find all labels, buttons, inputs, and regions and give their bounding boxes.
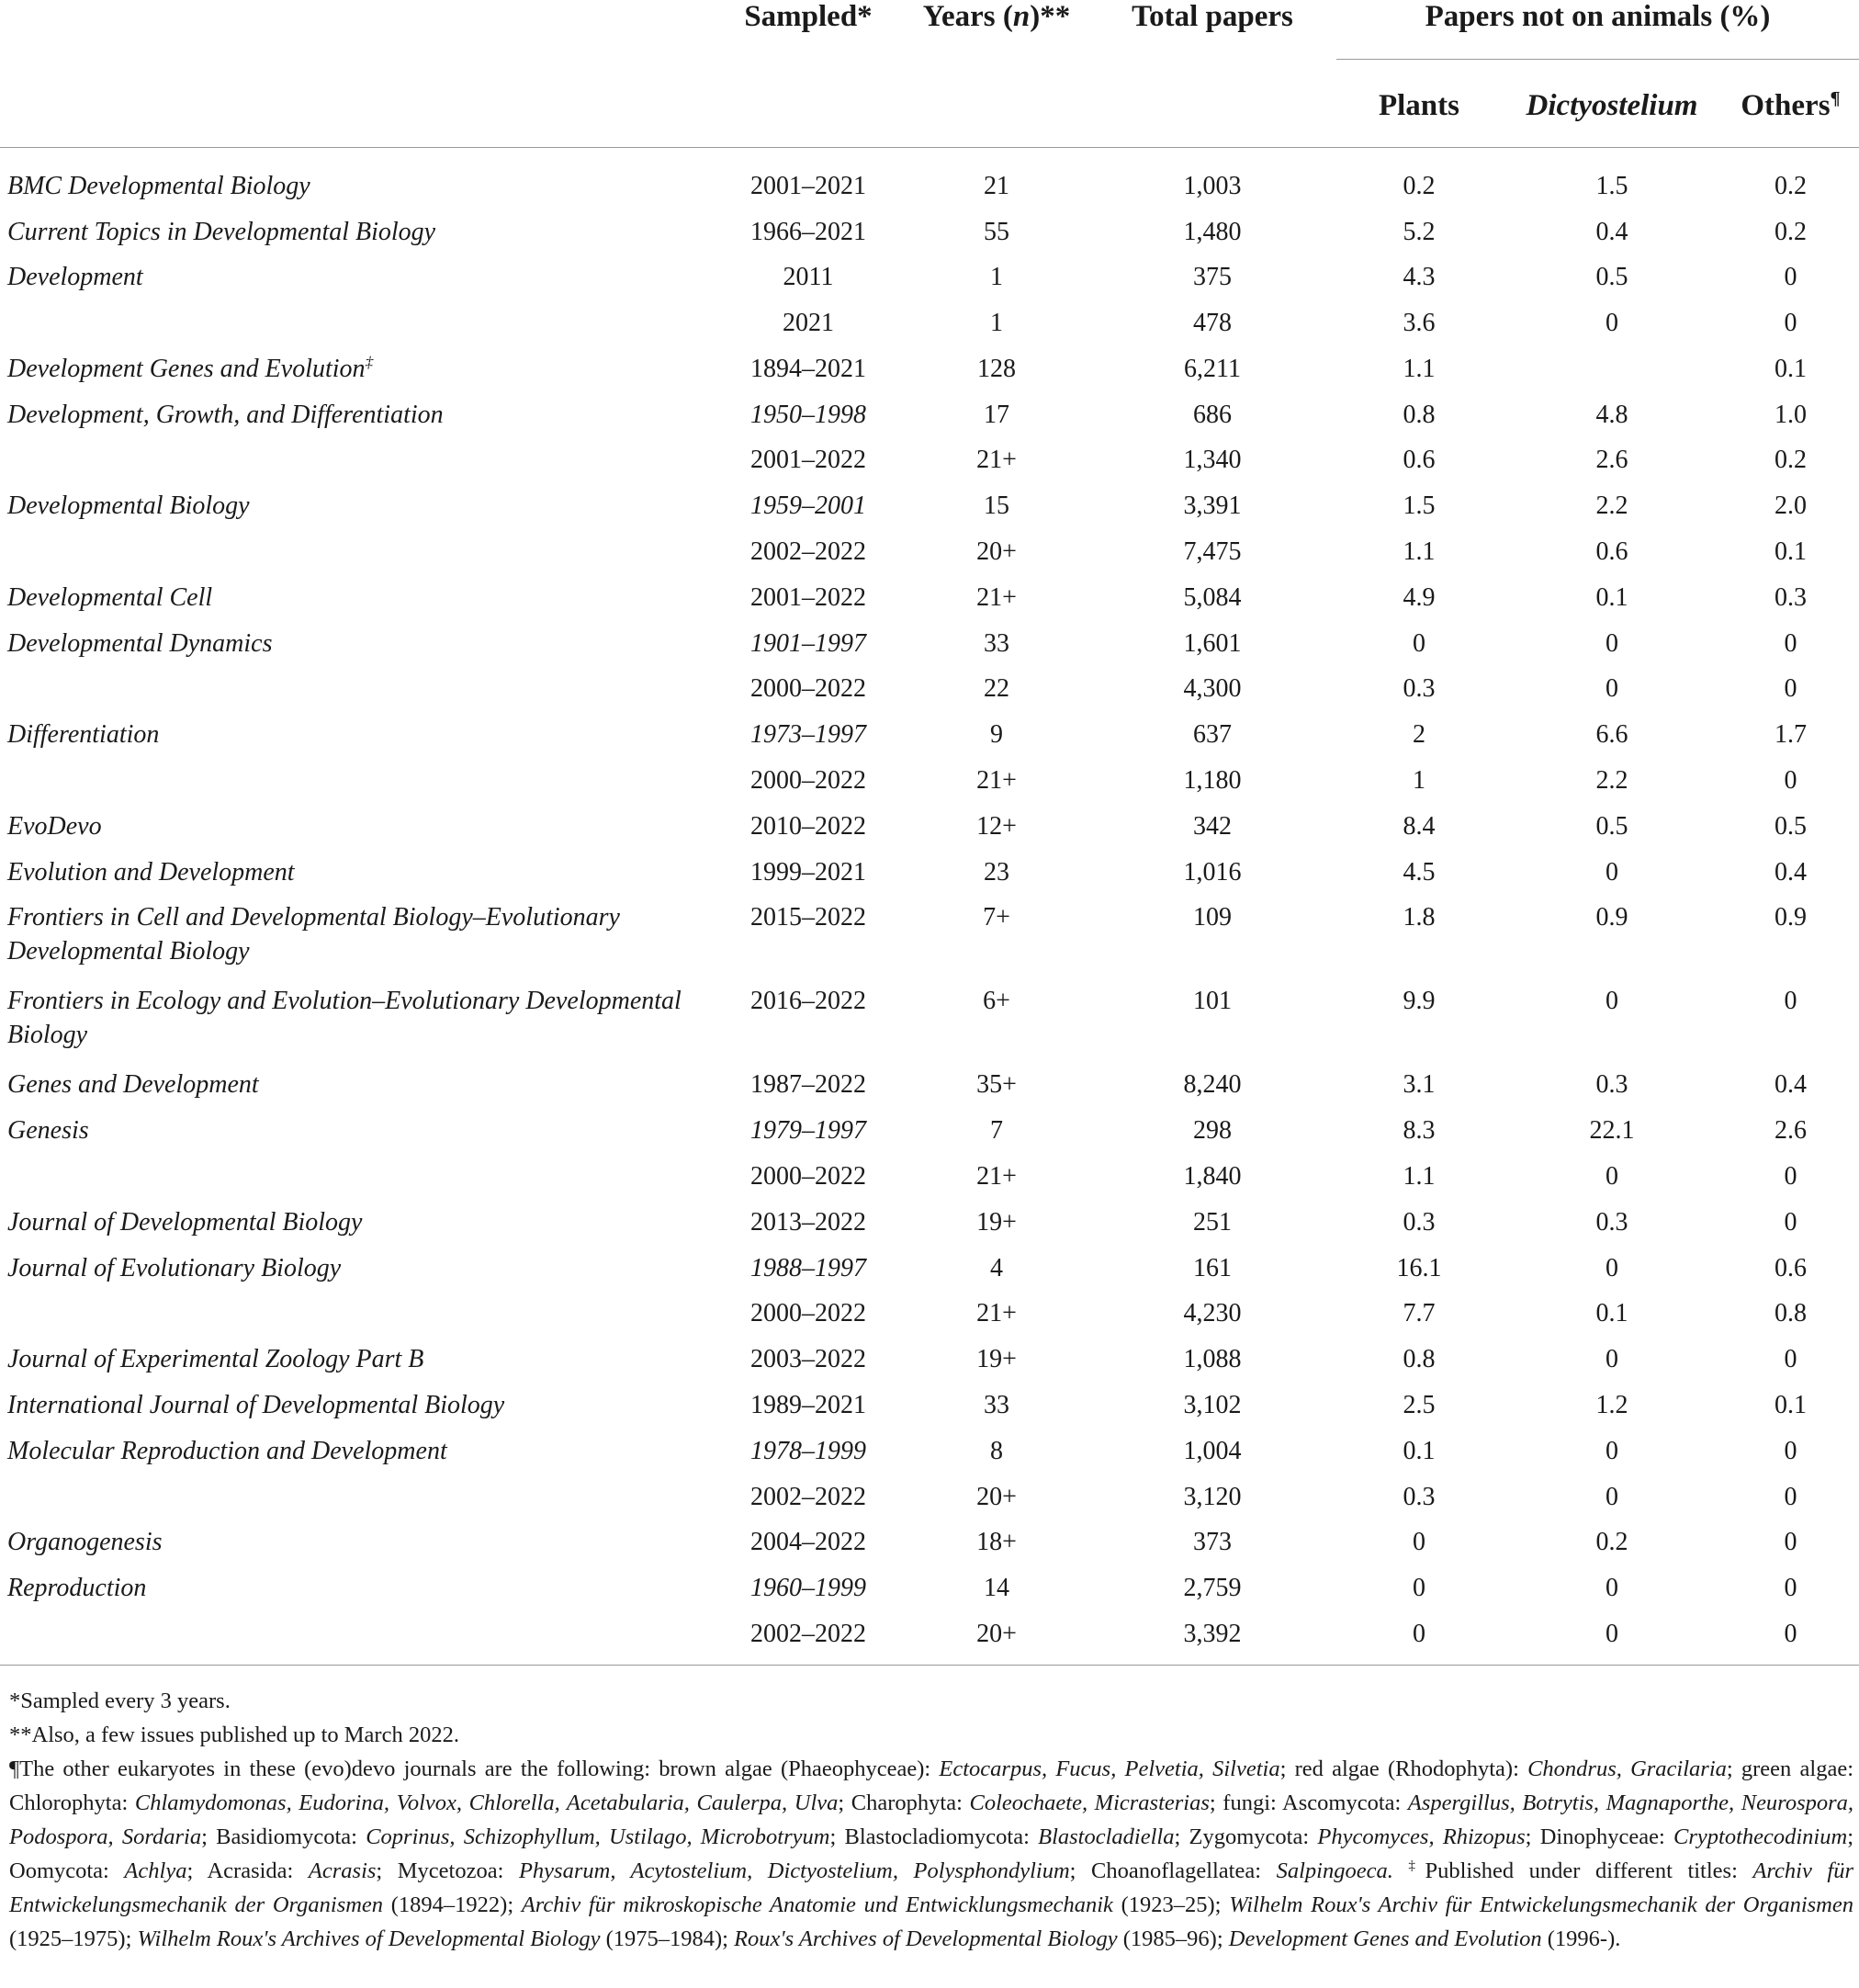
sampled-period: 2000–2022 (750, 1162, 866, 1192)
years-count: 9 (990, 720, 1003, 750)
table-row (0, 708, 1859, 754)
years-count: 1 (990, 309, 1003, 338)
table-row (0, 1562, 1859, 1608)
sampled-period: 1988–1997 (750, 1253, 866, 1282)
plants-percent: 1.1 (1403, 537, 1436, 567)
footnote-other-eukaryotes: ¶The other eukaryotes in these (evo)devo journals are the following: brown algae (Phaeophyceae): Ectocarpus, Fucus, Pelvetia, Silvetia; red algae (Rhodophyta): Chondrus, Gracilaria; green algae: Chlorophyta: Chlamydomonas, Eudorina, Volvox, Chlorella, Acetabularia, Caulerpa, Ulva; Charophyta: Coleochaete, Micrasterias; fungi: Ascomycota: Aspergillus, Botrytis, Magnaporthe, Neurospora, Podospora, Sordaria; Basidiomycota: Coprinus, Schizophyllum, Ustilago, Microbotryum; Blastocladiomycota: Blastocladiella; Zygomycota: Phycomyces, Rhizopus; Dinophyceae: Cryptothecodinium; Oomycota: Achlya; Acrasida: Acrasis; Mycetozoa: Physarum, Acytostelium, Dictyostelium, Polysphondylium; Choanoflagellatea: Salpingoeca. ‡Published under different titles: Archiv für Entwickelungsmechanik der Organismen (1894–1922); Archiv für mikroskopische Anatomie und Entwicklungsmechanik (1923–25); Wilhelm Roux's Archiv für Entwickelungsmechanik der Organismen (1925–1975); Wilhelm Roux's Archives of Developmental Biology (1975–1984); Roux's Archives of Developmental Biology (1985–96); Development Genes and Evolution (1996-). (9, 1756, 1854, 1951)
years-count: 4 (990, 1253, 1003, 1282)
years-count: 22 (984, 674, 1009, 704)
table-row (0, 975, 1859, 1058)
sampled-period: 1978–1999 (750, 1436, 866, 1465)
plants-percent: 0 (1413, 1574, 1425, 1603)
others-percent: 0 (1784, 1482, 1797, 1511)
plants-percent: 5.2 (1403, 217, 1436, 246)
table-row (0, 525, 1859, 571)
others-percent: 0 (1784, 1574, 1797, 1603)
others-percent: 0.4 (1774, 857, 1807, 887)
dictyostelium-percent: 0 (1502, 1608, 1722, 1665)
sampled-period: 2000–2022 (750, 766, 866, 796)
sampled-period: 1960–1999 (750, 1574, 866, 1603)
years-count: 19+ (976, 1345, 1017, 1374)
table-row (0, 571, 1859, 617)
years-count: 20+ (976, 537, 1017, 567)
journal-name: Frontiers in Cell and Developmental Biology–Evolutionary Developmental Biology (7, 903, 620, 966)
journal-name: Evolution and Development (7, 857, 295, 887)
plants-percent: 7.7 (1403, 1299, 1436, 1328)
sampled-period: 1973–1997 (750, 720, 866, 750)
sampled-period: 2002–2022 (712, 1608, 905, 1665)
journal-name: Current Topics in Developmental Biology (7, 217, 436, 246)
dictyostelium-percent: 0 (1606, 857, 1618, 887)
dictyostelium-percent: 0 (1606, 1436, 1618, 1465)
years-count: 21+ (976, 766, 1017, 796)
dictyostelium-percent: 0.3 (1595, 1070, 1628, 1100)
dictyostelium-percent: 0 (1606, 1162, 1618, 1192)
plants-percent: 8.3 (1403, 1116, 1436, 1146)
total-papers: 1,003 (1183, 172, 1242, 200)
dictyostelium-percent: 2.6 (1595, 446, 1628, 475)
table-row (0, 1516, 1859, 1562)
journal-name: Molecular Reproduction and Development (7, 1436, 447, 1465)
others-percent: 0 (1784, 674, 1797, 704)
footnote-also: **Also, a few issues published up to March 2022. (9, 1723, 459, 1747)
journal-name: Development Genes and Evolution‡ (7, 353, 374, 383)
years-count: 15 (984, 491, 1009, 521)
sampled-period: 2015–2022 (750, 903, 866, 932)
plants-percent: 0.1 (1403, 1436, 1436, 1465)
journal-name: Frontiers in Ecology and Evolution–Evolutionary Developmental Biology (7, 987, 682, 1049)
sampled-period: 2000–2022 (750, 674, 866, 704)
table-row (0, 1425, 1859, 1471)
journal-name: EvoDevo (7, 811, 102, 841)
total-papers: 1,004 (1183, 1436, 1242, 1465)
years-count: 20+ (976, 1482, 1017, 1511)
dictyostelium-percent: 0 (1606, 628, 1618, 658)
journal-name: BMC Developmental Biology (7, 172, 310, 200)
sampled-period: 1987–2022 (750, 1070, 866, 1100)
years-count: 17 (984, 400, 1009, 429)
years-count: 21 (984, 172, 1009, 200)
total-papers: 1,180 (1183, 766, 1242, 796)
total-papers: 4,230 (1183, 1299, 1242, 1328)
journal-name (0, 525, 712, 571)
dictyostelium-percent: 0.5 (1595, 263, 1628, 292)
total-papers: 101 (1193, 987, 1232, 1016)
dictyostelium-percent: 0 (1606, 1574, 1618, 1603)
header-plants: Plants (1336, 60, 1502, 148)
others-percent: 0 (1784, 1436, 1797, 1465)
others-percent: 1.0 (1774, 400, 1807, 429)
plants-percent: 1 (1413, 766, 1425, 796)
years-count: 18+ (976, 1528, 1017, 1557)
sampled-period: 1959–2001 (750, 491, 866, 521)
others-percent: 0.1 (1774, 354, 1807, 383)
plants-percent: 1.1 (1403, 354, 1436, 383)
total-papers: 375 (1193, 263, 1232, 292)
plants-percent: 3.6 (1403, 309, 1436, 338)
total-papers: 8,240 (1183, 1070, 1242, 1100)
plants-percent: 0.3 (1403, 674, 1436, 704)
table-row (0, 343, 1859, 389)
plants-percent: 0.3 (1403, 1207, 1436, 1237)
total-papers: 3,391 (1183, 491, 1242, 521)
header-total-papers: Total papers (1132, 0, 1293, 33)
total-papers: 251 (1193, 1207, 1232, 1237)
years-count: 55 (984, 217, 1009, 246)
total-papers: 686 (1193, 400, 1232, 429)
others-percent: 0.3 (1774, 582, 1807, 612)
others-percent: 0 (1784, 1528, 1797, 1557)
others-percent: 0 (1784, 766, 1797, 796)
plants-percent: 0 (1413, 628, 1425, 658)
sampled-period: 2002–2022 (750, 537, 866, 567)
plants-percent: 1.5 (1403, 491, 1436, 521)
journal-name (0, 1608, 712, 1665)
header-dictyostelium: Dictyostelium (1502, 60, 1722, 148)
others-percent: 0 (1784, 1162, 1797, 1192)
header-journal (0, 0, 712, 60)
total-papers: 1,840 (1183, 1162, 1242, 1192)
others-percent: 0 (1784, 309, 1797, 338)
total-papers: 373 (1193, 1528, 1232, 1557)
dictyostelium-percent: 2.2 (1595, 491, 1628, 521)
journal-name (0, 662, 712, 708)
header-years: Years (n)** (922, 0, 1071, 33)
table-row (0, 480, 1859, 525)
total-papers: 637 (1193, 720, 1232, 750)
dictyostelium-percent: 0 (1606, 1482, 1618, 1511)
sampled-period: 2002–2022 (750, 1482, 866, 1511)
total-papers: 478 (1193, 309, 1232, 338)
journal-name: International Journal of Developmental Biology (7, 1391, 505, 1420)
journal-name: Organogenesis (7, 1528, 163, 1557)
years-count: 23 (984, 857, 1009, 887)
total-papers: 298 (1193, 1116, 1232, 1146)
sampled-period: 1979–1997 (750, 1116, 866, 1146)
dictyostelium-percent: 0 (1606, 987, 1618, 1016)
plants-percent: 0.3 (1403, 1482, 1436, 1511)
plants-percent: 1.8 (1403, 903, 1436, 932)
others-percent: 0 (1784, 987, 1797, 1016)
sampled-period: 2013–2022 (750, 1207, 866, 1237)
table-row (0, 297, 1859, 343)
total-papers: 1,601 (1183, 628, 1242, 658)
dictyostelium-percent: 0 (1606, 1345, 1618, 1374)
journal-name: Developmental Dynamics (7, 628, 273, 658)
dictyostelium-percent: 0.1 (1595, 1299, 1628, 1328)
total-papers: 3,392 (1088, 1608, 1336, 1665)
header-others: Others¶ (1722, 60, 1859, 148)
journal-name (0, 297, 712, 343)
total-papers: 1,016 (1183, 857, 1242, 887)
journal-name: Journal of Experimental Zoology Part B (7, 1345, 424, 1374)
years-count: 8 (990, 1436, 1003, 1465)
table-row (0, 434, 1859, 480)
plants-percent: 0.2 (1403, 172, 1436, 200)
plants-percent: 4.3 (1403, 263, 1436, 292)
plants-percent: 0.8 (1403, 400, 1436, 429)
others-percent: 0.2 (1774, 172, 1807, 200)
journal-name: Differentiation (7, 720, 160, 750)
others-percent: 0.5 (1774, 811, 1807, 841)
plants-percent: 4.9 (1403, 582, 1436, 612)
table-row (0, 1104, 1859, 1150)
total-papers: 4,300 (1183, 674, 1242, 704)
years-count: 1 (990, 263, 1003, 292)
years-count: 7 (990, 1116, 1003, 1146)
dictyostelium-percent: 0 (1606, 309, 1618, 338)
table-row (0, 1058, 1859, 1104)
table-row (0, 800, 1859, 846)
sampled-period: 2016–2022 (750, 987, 866, 1016)
journal-name (0, 434, 712, 480)
years-count: 12+ (976, 811, 1017, 841)
years-count: 7+ (983, 903, 1010, 932)
others-percent: 0.2 (1774, 446, 1807, 475)
dictyostelium-percent: 0 (1606, 1253, 1618, 1282)
others-percent: 0 (1784, 263, 1797, 292)
total-papers: 161 (1193, 1253, 1232, 1282)
years-count: 14 (984, 1574, 1009, 1603)
others-percent: 0.9 (1774, 903, 1807, 932)
table-row (0, 1287, 1859, 1333)
sampled-period: 1989–2021 (750, 1391, 866, 1420)
journal-name (0, 1150, 712, 1196)
plants-percent: 4.5 (1403, 857, 1436, 887)
dictyostelium-percent: 2.2 (1595, 766, 1628, 796)
table-row (0, 1333, 1859, 1379)
total-papers: 3,120 (1183, 1482, 1242, 1511)
total-papers: 5,084 (1183, 582, 1242, 612)
years-count: 33 (984, 1391, 1009, 1420)
table-body (0, 148, 1859, 1666)
table-row (0, 846, 1859, 892)
table-row (0, 206, 1859, 252)
dictyostelium-percent: 0.1 (1595, 582, 1628, 612)
others-percent: 0 (1784, 1207, 1797, 1237)
dictyostelium-percent: 0.9 (1595, 903, 1628, 932)
table-row (0, 1471, 1859, 1517)
header-papers-not-on-animals: Papers not on animals (%) (1336, 0, 1859, 60)
sampled-period: 1894–2021 (750, 354, 866, 383)
sampled-period: 1950–1998 (750, 400, 866, 429)
journal-name (0, 754, 712, 800)
total-papers: 109 (1193, 903, 1232, 932)
table-row (0, 148, 1859, 206)
others-percent: 0 (1784, 628, 1797, 658)
plants-percent: 16.1 (1396, 1253, 1442, 1282)
others-percent: 0 (1784, 1345, 1797, 1374)
dictyostelium-percent: 0 (1606, 674, 1618, 704)
plants-percent: 2 (1413, 720, 1425, 750)
total-papers: 6,211 (1184, 354, 1241, 383)
plants-percent: 9.9 (1403, 987, 1436, 1016)
plants-percent: 1.1 (1403, 1162, 1436, 1192)
years-count: 20+ (905, 1608, 1088, 1665)
total-papers: 1,480 (1183, 217, 1242, 246)
table-row (0, 1150, 1859, 1196)
sampled-period: 2021 (783, 309, 834, 338)
dictyostelium-percent: 0.4 (1595, 217, 1628, 246)
dictyostelium-percent: 1.5 (1595, 172, 1628, 200)
journal-name: Developmental Biology (7, 491, 250, 521)
sampled-period: 2001–2021 (750, 172, 866, 200)
others-percent: 0.2 (1774, 217, 1807, 246)
footnote-sampled: *Sampled every 3 years. (9, 1689, 231, 1713)
others-percent: 0.1 (1774, 537, 1807, 567)
total-papers: 2,759 (1183, 1574, 1242, 1603)
table-row (0, 617, 1859, 663)
sampled-period: 2000–2022 (750, 1299, 866, 1328)
sampled-period: 2010–2022 (750, 811, 866, 841)
plants-percent: 0.8 (1403, 1345, 1436, 1374)
journal-name: Journal of Evolutionary Biology (7, 1253, 342, 1282)
journal-name: Development (7, 263, 143, 292)
years-count: 21+ (976, 582, 1017, 612)
total-papers: 1,088 (1183, 1345, 1242, 1374)
dictyostelium-percent: 0.6 (1595, 537, 1628, 567)
sampled-period: 2011 (783, 263, 834, 292)
journal-name (0, 1287, 712, 1333)
others-percent: 0.8 (1774, 1299, 1807, 1328)
years-count: 19+ (976, 1207, 1017, 1237)
table-row (0, 1196, 1859, 1242)
table-row (0, 662, 1859, 708)
years-count: 21+ (976, 1299, 1017, 1328)
table-row (0, 754, 1859, 800)
table-row (0, 1379, 1859, 1425)
sampled-period: 1999–2021 (750, 857, 866, 887)
total-papers: 342 (1193, 811, 1232, 841)
plants-percent: 3.1 (1403, 1070, 1436, 1100)
years-count: 128 (977, 354, 1016, 383)
dictyostelium-percent: 0.3 (1595, 1207, 1628, 1237)
dictyostelium-percent: 0.2 (1595, 1528, 1628, 1557)
others-percent: 0.1 (1774, 1391, 1807, 1420)
sampled-period: 2001–2022 (750, 446, 866, 475)
years-count: 21+ (976, 446, 1017, 475)
plants-percent: 0 (1413, 1528, 1425, 1557)
sampled-period: 1966–2021 (750, 217, 866, 246)
years-count: 35+ (976, 1070, 1017, 1100)
years-count: 21+ (976, 1162, 1017, 1192)
journal-name: Reproduction (7, 1574, 147, 1603)
journal-name: Journal of Developmental Biology (7, 1207, 363, 1237)
dictyostelium-percent: 4.8 (1595, 400, 1628, 429)
others-percent: 0 (1722, 1608, 1859, 1665)
table-footnotes (9, 1684, 1853, 1956)
total-papers: 3,102 (1183, 1391, 1242, 1420)
table-header (0, 0, 1859, 148)
journal-name (0, 1471, 712, 1517)
table-row (0, 1608, 1859, 1665)
sampled-period: 1901–1997 (750, 628, 866, 658)
others-percent: 0.6 (1774, 1253, 1807, 1282)
dictyostelium-percent: 22.1 (1589, 1116, 1635, 1146)
others-percent: 1.7 (1774, 720, 1807, 750)
plants-percent: 8.4 (1403, 811, 1436, 841)
dictyostelium-percent: 1.2 (1595, 1391, 1628, 1420)
journal-name: Developmental Cell (7, 582, 213, 612)
others-percent: 0.4 (1774, 1070, 1807, 1100)
table-row (0, 1242, 1859, 1288)
journal-name: Genes and Development (7, 1070, 259, 1100)
dictyostelium-percent (1502, 343, 1722, 389)
plants-percent: 0.6 (1403, 446, 1436, 475)
table-row (0, 389, 1859, 435)
years-count: 33 (984, 628, 1009, 658)
journal-name: Genesis (7, 1116, 89, 1146)
journal-name: Development, Growth, and Differentiation (7, 400, 444, 429)
years-count: 6+ (983, 987, 1010, 1016)
sampled-period: 2004–2022 (750, 1528, 866, 1557)
table-row (0, 251, 1859, 297)
sampled-period: 2003–2022 (750, 1345, 866, 1374)
total-papers: 7,475 (1183, 537, 1242, 567)
header-sampled: Sampled* (744, 0, 873, 33)
others-percent: 2.0 (1774, 491, 1807, 521)
sampled-period: 2001–2022 (750, 582, 866, 612)
total-papers: 1,340 (1183, 446, 1242, 475)
dictyostelium-percent: 0.5 (1595, 811, 1628, 841)
table-row (0, 891, 1859, 975)
plants-percent: 2.5 (1403, 1391, 1436, 1420)
plants-percent: 0 (1336, 1608, 1502, 1665)
dictyostelium-percent: 6.6 (1595, 720, 1628, 750)
others-percent: 2.6 (1774, 1116, 1807, 1146)
